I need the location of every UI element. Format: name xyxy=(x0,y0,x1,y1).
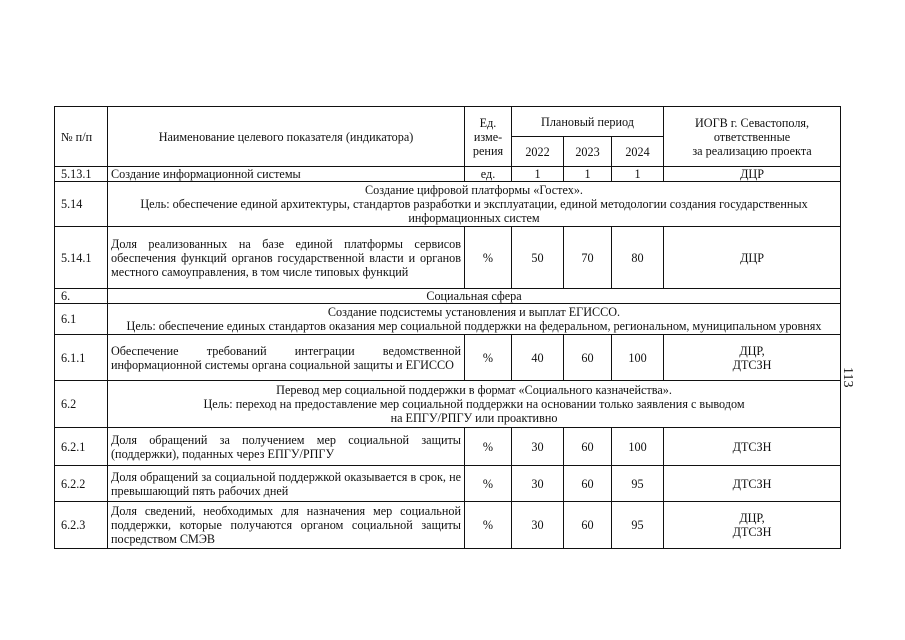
section-num: 5.14 xyxy=(55,182,108,227)
section-title: Социальная сфера xyxy=(108,289,841,304)
row-value-2024: 95 xyxy=(612,502,664,549)
row-name: Доля сведений, необходимых для назначения мер социальной поддержки, которые получаются органом социальной защиты посредством СМЭВ xyxy=(108,502,465,549)
row-value-2024: 100 xyxy=(612,428,664,466)
section-row xyxy=(55,182,841,227)
table-row xyxy=(55,502,841,549)
row-unit: ед. xyxy=(465,167,512,182)
row-value-2022: 30 xyxy=(512,502,564,549)
row-name: Доля обращений за получением мер социальной защиты (поддержки), поданных через ЕПГУ/РПГУ xyxy=(108,428,465,466)
header-row xyxy=(55,107,841,137)
section-num: 6.2 xyxy=(55,381,108,428)
table-row xyxy=(55,167,841,182)
row-value-2024: 1 xyxy=(612,167,664,182)
section-row xyxy=(55,381,841,428)
table-row xyxy=(55,335,841,381)
header-plan-period: Плановый период xyxy=(512,107,664,137)
row-value-2022: 30 xyxy=(512,466,564,502)
row-num: 6.1.1 xyxy=(55,335,108,381)
table-row xyxy=(55,227,841,289)
header-name: Наименование целевого показателя (индикатора) xyxy=(108,107,465,167)
header-unit: Ед. изме- рения xyxy=(465,107,512,167)
row-unit: % xyxy=(465,466,512,502)
row-value-2023: 60 xyxy=(564,335,612,381)
section-num: 6. xyxy=(55,289,108,304)
row-responsible: ДТСЗН xyxy=(664,428,841,466)
section-title: Перевод мер социальной поддержки в формат «Социального казначейства». Цель: переход на предоставление мер социальной поддержки на основании только заявления с выводом на ЕПГУ/РПГУ или проактивно xyxy=(108,381,841,428)
row-value-2022: 30 xyxy=(512,428,564,466)
section-row xyxy=(55,304,841,335)
row-value-2023: 70 xyxy=(564,227,612,289)
header-year-2024: 2024 xyxy=(612,137,664,167)
row-value-2024: 100 xyxy=(612,335,664,381)
row-name: Создание информационной системы xyxy=(108,167,465,182)
row-unit: % xyxy=(465,502,512,549)
row-responsible: ДЦР xyxy=(664,167,841,182)
row-name: Доля реализованных на базе единой платформы сервисов обеспечения функций органов государственной власти и органов местного самоуправления, в том числе типовых функций xyxy=(108,227,465,289)
header-year-2023: 2023 xyxy=(564,137,612,167)
row-responsible: ДЦР, ДТСЗН xyxy=(664,502,841,549)
header-year-2022: 2022 xyxy=(512,137,564,167)
page-number: 113 xyxy=(840,367,855,388)
row-name: Доля обращений за социальной поддержкой оказывается в срок, не превышающий пять рабочих дней xyxy=(108,466,465,502)
row-unit: % xyxy=(465,227,512,289)
table-row xyxy=(55,466,841,502)
row-num: 6.2.1 xyxy=(55,428,108,466)
row-responsible: ДЦР, ДТСЗН xyxy=(664,335,841,381)
section-row xyxy=(55,289,841,304)
row-value-2022: 1 xyxy=(512,167,564,182)
row-num: 5.13.1 xyxy=(55,167,108,182)
row-unit: % xyxy=(465,335,512,381)
section-num: 6.1 xyxy=(55,304,108,335)
row-value-2024: 80 xyxy=(612,227,664,289)
header-responsible: ИОГВ г. Севастополя, ответственные за реализацию проекта xyxy=(664,107,841,167)
section-title: Создание цифровой платформы «Гостех». Цель: обеспечение единой архитектуры, стандартов разработки и эксплуатации, единой методологии создания государственных информационных систем xyxy=(108,182,841,227)
row-unit: % xyxy=(465,428,512,466)
row-responsible: ДТСЗН xyxy=(664,466,841,502)
row-value-2023: 60 xyxy=(564,428,612,466)
row-responsible: ДЦР xyxy=(664,227,841,289)
indicators-table xyxy=(54,106,841,549)
row-value-2024: 95 xyxy=(612,466,664,502)
header-num: № п/п xyxy=(55,107,108,167)
table-row xyxy=(55,428,841,466)
row-num: 6.2.2 xyxy=(55,466,108,502)
row-name: Обеспечение требований интеграции ведомственной информационной системы органа социальной защиты и ЕГИССО xyxy=(108,335,465,381)
section-title: Создание подсистемы установления и выплат ЕГИССО. Цель: обеспечение единых стандартов оказания мер социальной поддержки на федеральном, региональном, муниципальном уровнях xyxy=(108,304,841,335)
row-value-2023: 1 xyxy=(564,167,612,182)
row-value-2023: 60 xyxy=(564,502,612,549)
row-num: 5.14.1 xyxy=(55,227,108,289)
row-value-2023: 60 xyxy=(564,466,612,502)
row-value-2022: 50 xyxy=(512,227,564,289)
row-value-2022: 40 xyxy=(512,335,564,381)
row-num: 6.2.3 xyxy=(55,502,108,549)
